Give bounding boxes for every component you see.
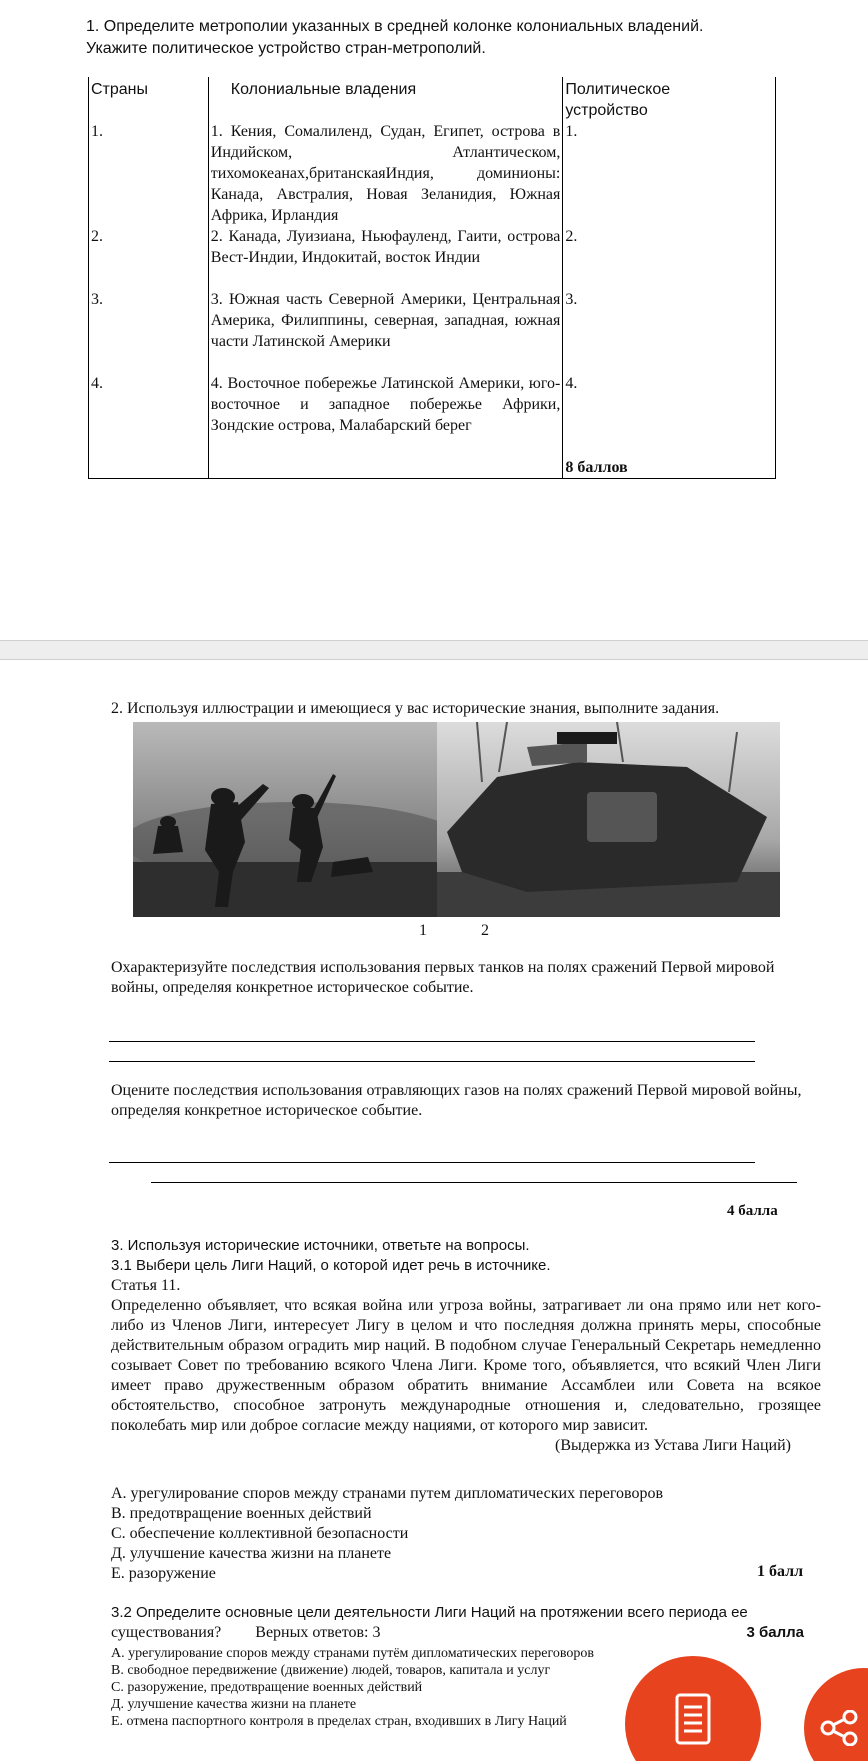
option-item[interactable]: Д. улучшение качества жизни на планете xyxy=(111,1697,357,1712)
score-1: 1 балл xyxy=(757,1563,804,1580)
header-possessions: Колониальные владения xyxy=(208,77,563,121)
row-possessions: 4. Восточное побережье Латинской Америки, юго-восточное и западное побережье Африки, Зондские острова, Малабарский берег xyxy=(208,373,563,457)
option-item[interactable]: А. урегулирование споров между странами путём дипломатических переговоров xyxy=(111,1646,595,1661)
page-separator xyxy=(0,640,868,660)
ww1-tank-photo xyxy=(437,722,780,917)
score-3: 3 балла xyxy=(746,1624,804,1641)
source-attribution: (Выдержка из Устава Лиги Наций) xyxy=(554,1437,791,1454)
header-political-line2: устройство xyxy=(565,102,648,119)
option-item[interactable]: А. урегулирование споров между странами путем дипломатических переговоров xyxy=(111,1485,664,1502)
colonies-table xyxy=(88,77,776,479)
answer-line[interactable] xyxy=(109,1061,755,1062)
table-header-row xyxy=(89,77,776,121)
table-row xyxy=(89,289,776,373)
score-4: 4 балла xyxy=(727,1203,778,1219)
image-label-2: 2 xyxy=(481,922,489,939)
header-political xyxy=(563,77,776,121)
row-political: 2. xyxy=(563,226,776,289)
document-icon xyxy=(675,1693,711,1745)
header-political-line1: Политическое xyxy=(565,81,671,98)
correct-answers-count: Верных ответов: 3 xyxy=(255,1624,381,1641)
row-political: 4. xyxy=(563,373,776,457)
question-3-1-title: 3.1 Выбери цель Лиги Наций, о которой идет речь в источнике. xyxy=(111,1257,551,1274)
answer-line[interactable] xyxy=(109,1041,755,1042)
tank-illustration xyxy=(437,722,780,917)
answer-line[interactable] xyxy=(151,1182,797,1183)
question-1-line2: Укажите политическое устройство стран-метрополий. xyxy=(86,40,486,57)
question-2-title: 2. Используя иллюстрации и имеющиеся у вас исторические знания, выполните задания. xyxy=(111,700,720,717)
option-item[interactable]: В. предотвращение военных действий xyxy=(111,1505,372,1522)
row-political: 1. xyxy=(563,121,776,226)
option-item[interactable]: С. обеспечение коллективной безопасности xyxy=(111,1525,409,1542)
question-3-2-line2 xyxy=(111,1623,811,1643)
row-possessions: 1. Кения, Сомалиленд, Судан, Египет, острова в Индийском, Атлантическом, тихомокеанах,британскаяИндия, доминионы: Канада, Австралия, Новая Зеланидия, Южная Африка, Ирландия xyxy=(208,121,563,226)
share-icon xyxy=(820,1710,860,1746)
ww1-soldiers-photo xyxy=(133,722,437,917)
row-political: 3. xyxy=(563,289,776,373)
question-3-title: 3. Используя исторические источники, ответьте на вопросы. xyxy=(111,1237,530,1254)
question-3-2-title xyxy=(111,1603,811,1643)
row-possessions: 3. Южная часть Северной Америки, Центральная Америка, Филиппины, северная, западная, южная части Латинской Америки xyxy=(208,289,563,373)
table-row xyxy=(89,226,776,289)
question-1-title xyxy=(86,16,786,60)
row-number: 3. xyxy=(89,289,209,373)
question-3 xyxy=(111,1236,821,1456)
option-item[interactable]: В. свободное передвижение (движение) людей, товаров, капитала и услуг xyxy=(111,1663,551,1678)
table-row xyxy=(89,373,776,457)
task-tanks: Охарактеризуйте последствия использования первых танков на полях сражений Первой мировой войны, определяя конкретное историческое событие. xyxy=(111,959,775,996)
question-3-2-line1: 3.2 Определите основные цели деятельности Лиги Наций на протяжении всего периода ее xyxy=(111,1604,748,1621)
table-row xyxy=(89,121,776,226)
option-item[interactable]: Е. отмена паспортного контроля в пределах стран, входивших в Лигу Наций xyxy=(111,1714,567,1729)
row-number: 4. xyxy=(89,373,209,457)
image-label-1: 1 xyxy=(419,922,427,939)
soldiers-illustration xyxy=(133,722,437,917)
option-item[interactable]: Д. улучшение качества жизни на планете xyxy=(111,1545,392,1562)
share-fab-button[interactable] xyxy=(804,1668,868,1761)
question-1-line1: 1. Определите метрополии указанных в средней колонке колониальных владений. xyxy=(86,18,704,35)
article-label: Статья 11. xyxy=(111,1277,181,1294)
options-3-1 xyxy=(111,1484,811,1584)
question-3-2-existence: существования? xyxy=(111,1624,222,1641)
row-number: 2. xyxy=(89,226,209,289)
option-item[interactable]: Е. разоружение xyxy=(111,1565,216,1582)
header-countries: Страны xyxy=(89,77,209,121)
source-text: Определенно объявляет, что всякая война или угроза войны, затрагивает ли она прямо или нет кого-либо из Членов Лиги, интересует Лигу в целом и что последняя должна принять меры, способные действительным образом оградить мир наций. В подобном случае Генеральный Секретарь немедленно созывает Совет по требованию всякого Члена Лиги. Кроме того, объявляется, что всякий Член Лиги имеет право дружественным образом обратить внимание Ассамблеи или Совета на всякое обстоятельство, способное затронуть международные отношения и, следовательно, грозящее поколебать мир или доброе согласие между нациями, от которого мир зависит. xyxy=(111,1297,821,1434)
score-8: 8 баллов xyxy=(563,457,776,479)
option-item[interactable]: С. разоружение, предотвращение военных действий xyxy=(111,1680,423,1695)
task-gases: Оцените последствия использования отравляющих газов на полях сражений Первой мировой войны, определяя конкретное историческое событие. xyxy=(111,1082,802,1119)
row-number: 1. xyxy=(89,121,209,226)
answer-line[interactable] xyxy=(109,1162,755,1163)
table-score-row xyxy=(89,457,776,479)
row-possessions: 2. Канада, Луизиана, Ньюфауленд, Гаити, острова Вест-Индии, Индокитай, восток Индии xyxy=(208,226,563,289)
